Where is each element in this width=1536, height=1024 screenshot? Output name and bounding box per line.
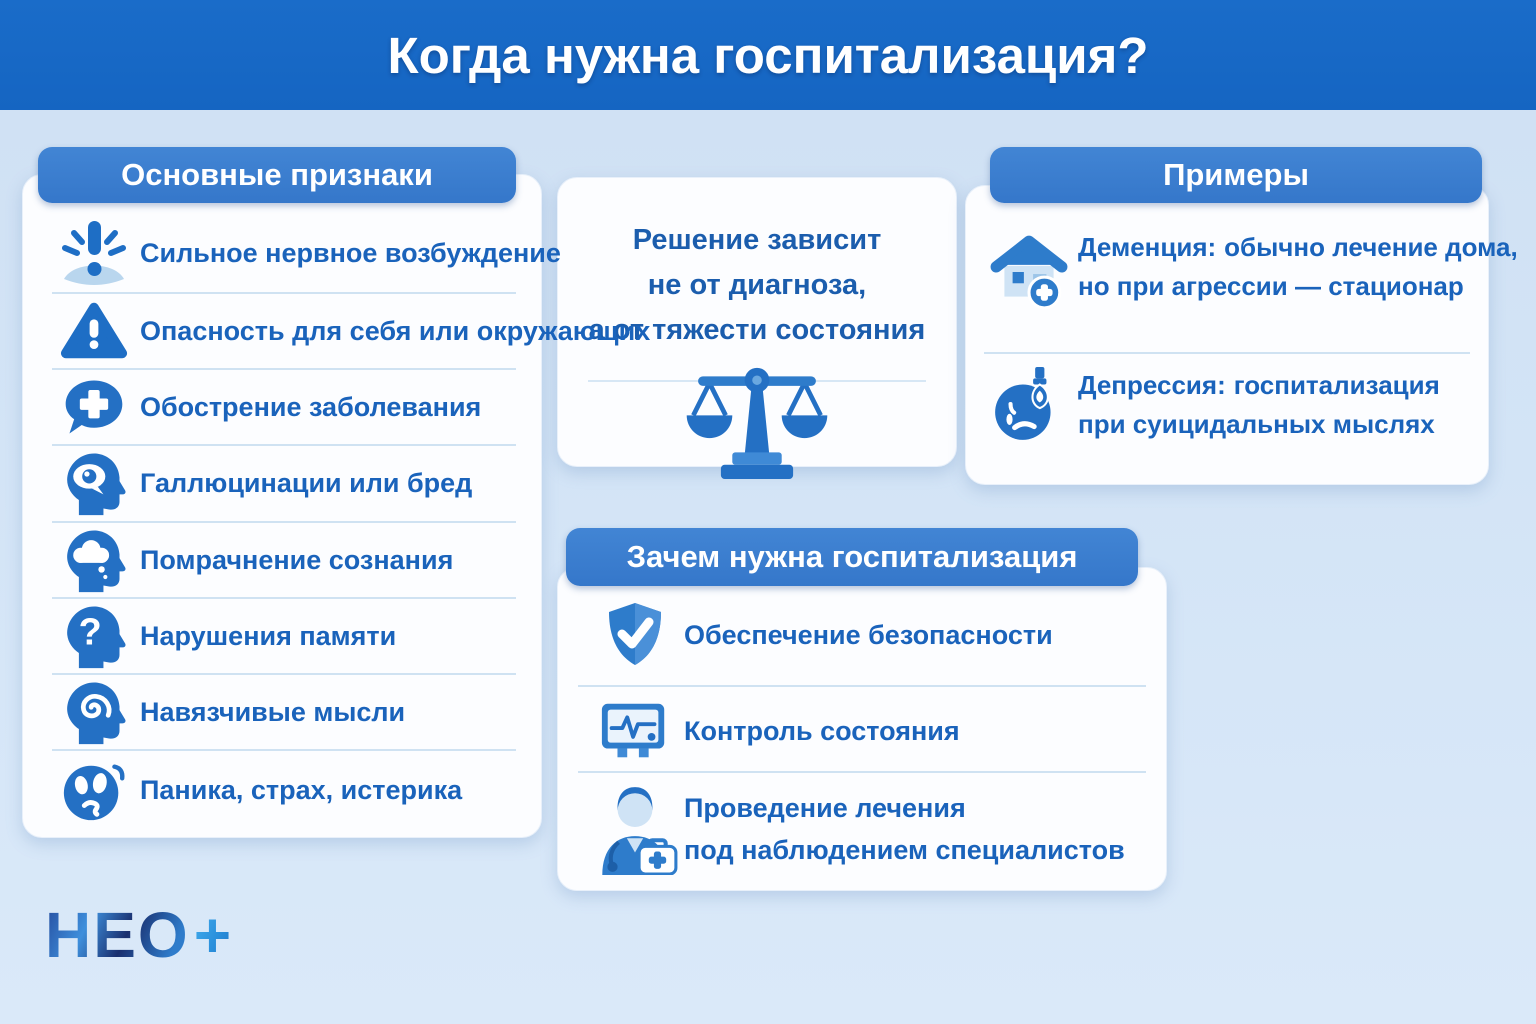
sign-item <box>48 674 528 750</box>
sign-label: Опасность для себя или окружающих <box>140 315 651 346</box>
shield-check-icon <box>586 599 684 671</box>
purpose-item <box>586 690 1146 772</box>
sign-item <box>48 598 528 674</box>
warning-triangle-icon <box>48 299 140 363</box>
purpose-item <box>586 594 1146 676</box>
signs-panel-title <box>38 147 516 203</box>
sign-label: Галлюцинации или бред <box>140 467 473 498</box>
examples-title-label: Примеры <box>1163 157 1309 192</box>
divider <box>984 352 1470 354</box>
purpose-title-label: Зачем нужна госпитализация <box>626 539 1078 574</box>
house-medical-icon <box>988 232 1070 312</box>
sign-item <box>48 522 528 598</box>
balance-scale-icon <box>681 360 833 484</box>
examples-panel-title <box>990 147 1482 203</box>
example-line: при суицидальных мыслях <box>1078 409 1435 439</box>
sign-label: Помрачнение сознания <box>140 544 454 575</box>
neo-plus-logo <box>45 899 234 971</box>
cloud-head-icon <box>48 527 140 593</box>
sign-label: Сильное нервное возбуждение <box>140 237 561 268</box>
header-bar <box>0 0 1536 110</box>
example-term: Депрессия: <box>1078 370 1226 400</box>
hallucination-head-icon <box>48 450 140 516</box>
sign-label: Обострение заболевания <box>140 391 482 422</box>
purpose-panel-title <box>566 528 1138 586</box>
doctor-icon <box>586 783 684 875</box>
medical-bubble-icon <box>48 376 140 438</box>
example-line: но при агрессии — стационар <box>1078 271 1464 301</box>
sign-label: Нарушения памяти <box>140 620 397 651</box>
page-title: Когда нужна госпитализация? <box>387 26 1149 84</box>
example-line: Деменция: обычно лечение дома, <box>1078 232 1518 262</box>
decision-line: не от диагноза, <box>647 269 867 301</box>
signs-title-label: Основные признаки <box>121 157 433 192</box>
purpose-label: Проведение лечения под наблюдением специалистов <box>684 793 1125 865</box>
decision-line: а от тяжести состояния <box>588 314 926 346</box>
exclamation-burst-icon <box>48 217 140 289</box>
sign-label: Паника, страх, истерика <box>140 774 463 805</box>
example-term: Деменция: <box>1078 232 1217 262</box>
example-item-text <box>1078 366 1440 444</box>
logo-text: НЕО <box>45 899 190 971</box>
sign-item <box>48 445 528 521</box>
purpose-label: Контроль состояния <box>684 715 960 746</box>
example-line: Депрессия: госпитализация <box>1078 370 1440 400</box>
sign-item <box>48 293 651 369</box>
divider <box>578 685 1146 687</box>
sign-item <box>48 215 561 291</box>
logo-plus-glyph: + <box>193 899 234 971</box>
decision-line: Решение зависит <box>632 224 882 256</box>
sign-item <box>48 369 528 445</box>
question-head-icon <box>48 603 140 669</box>
purpose-card <box>557 567 1167 891</box>
svg-text:?: ? <box>78 611 102 654</box>
example-item-text <box>1078 228 1518 306</box>
purpose-item <box>586 776 1146 882</box>
panic-face-icon <box>48 756 140 824</box>
purpose-label: Обеспечение безопасности <box>684 619 1053 650</box>
monitor-icon <box>586 697 684 765</box>
sign-item <box>48 750 528 830</box>
spiral-head-icon <box>48 679 140 745</box>
depression-face-icon <box>990 364 1068 444</box>
sign-label: Навязчивые мысли <box>140 696 406 727</box>
examples-card <box>965 185 1518 485</box>
